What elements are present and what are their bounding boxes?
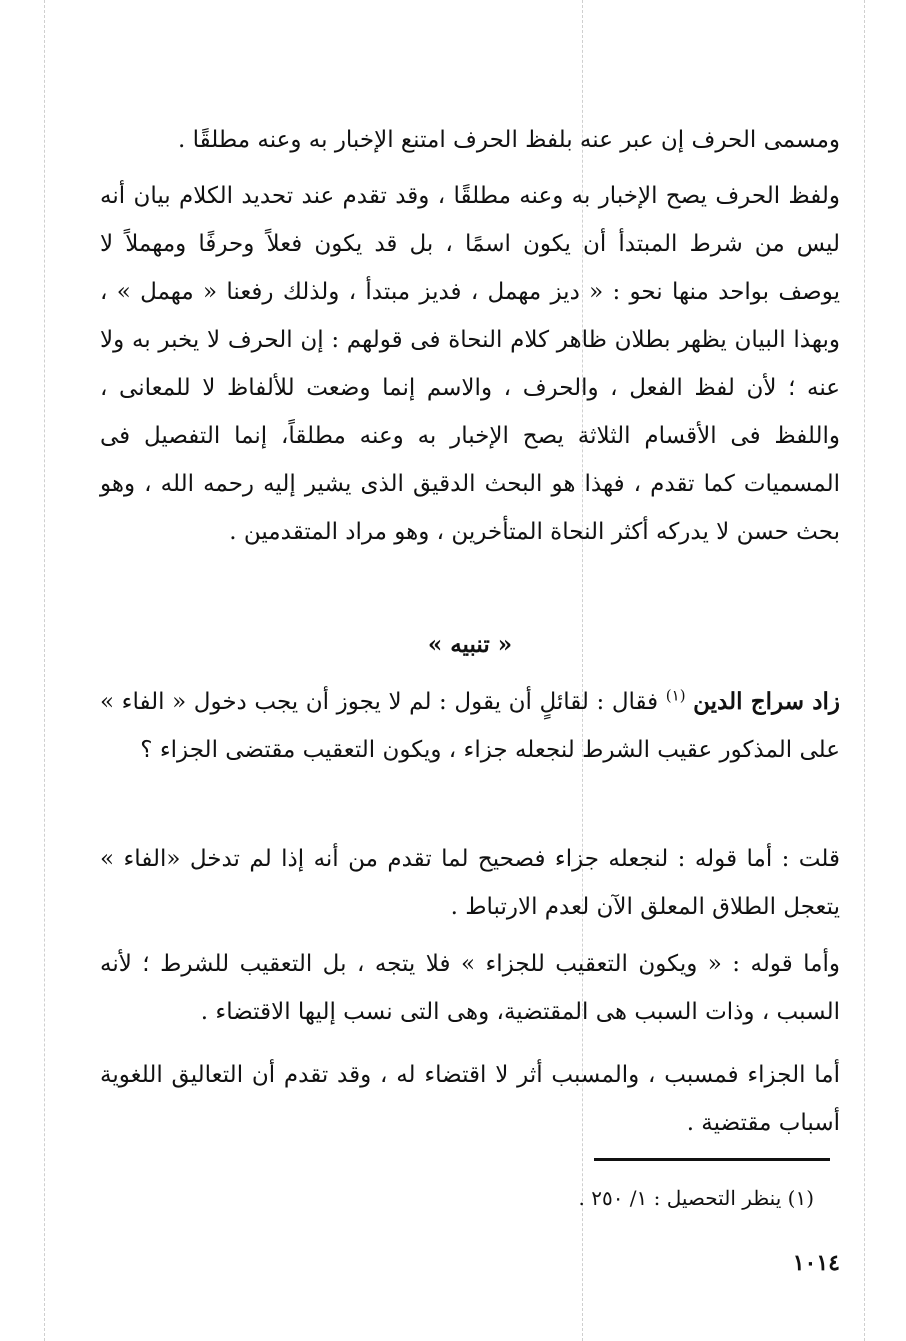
scan-artifact-line	[864, 0, 865, 1341]
body-paragraph-3	[100, 678, 840, 774]
paragraph-lead-name: زاد سراج الدين	[693, 688, 841, 715]
paragraph-3-text: فقال : لقائلٍ أن يقول : لم لا يجوز أن يجب دخول « الفاء » على المذكور عقيب الشرط لنجعله جزاء ، ويكون التعقيب مقتضى الجزاء ؟	[100, 689, 840, 763]
body-paragraph-2: ولفظ الحرف يصح الإخبار به وعنه مطلقًا ، وقد تقدم عند تحديد الكلام بيان أنه ليس من شرط المبتدأ أن يكون اسمًا ، بل قد يكون فعلاً وحرفًا ومهملاً لا يوصف بواحد منها نحو : « ديز مهمل ، فديز مبتدأ ، ولذلك رفعنا « مهمل » ، وبهذا البيان يظهر بطلان ظاهر كلام النحاة فى قولهم : إن الحرف لا يخبر به ولا عنه ؛ لأن لفظ الفعل ، والحرف ، والاسم إنما وضعت للألفاظ لا للمعانى ، واللفظ فى الأقسام الثلاثة يصح الإخبار به وعنه مطلقاً، إنما التفصيل فى المسميات كما تقدم ، فهذا هو البحث الدقيق الذى يشير إليه رحمه الله ، وهو بحث حسن لا يدركه أكثر النحاة المتأخرين ، وهو مراد المتقدمين .	[100, 183, 840, 545]
body-paragraph-1: ومسمى الحرف إن عبر عنه بلفظ الحرف امتنع الإخبار به وعنه مطلقًا .	[177, 127, 840, 153]
body-paragraph-4: قلت : أما قوله : لنجعله جزاء فصحيح لما تقدم من أنه إذا لم تدخل «الفاء » يتعجل الطلاق المعلق الآن لعدم الارتباط .	[100, 846, 840, 920]
footnote-text: (١) ينظر التحصيل : ١/ ٢٥٠ .	[578, 1186, 814, 1210]
footnote-divider	[594, 1158, 830, 1161]
body-paragraph-6: أما الجزاء فمسبب ، والمسبب أثر لا اقتضاء له ، وقد تقدم أن التعاليق اللغوية أسباب مقتضية .	[100, 1062, 840, 1136]
page-number: ١٠١٤	[792, 1250, 840, 1276]
footnote-marker: (١)	[665, 686, 686, 705]
scan-artifact-line	[44, 0, 45, 1341]
section-heading: « تنبيه »	[427, 631, 513, 658]
body-paragraph-5: وأما قوله : « ويكون التعقيب للجزاء » فلا يتجه ، بل التعقيب للشرط ؛ لأنه السبب ، وذات السبب هى المقتضية، وهى التى نسب إليها الاقتضاء .	[100, 951, 840, 1025]
